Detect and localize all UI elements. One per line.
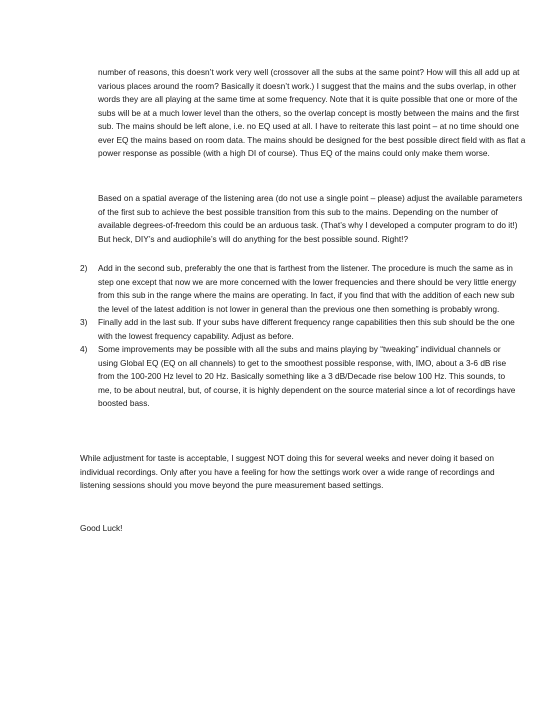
step-number: 2) [80,263,88,273]
step-text: Add in the second sub, preferably the one that is farthest from the listener. The procedure is much the same as in step one except that now we are more concerned with the lower frequencies and there should be very little energy from this sub in the range where the mains are operating. In fact, if you find that with the addition of each new sub the level of the latest addition is not lower in general than the previous one then something is probably wrong. [98,263,517,314]
intro-paragraph-block [98,66,530,161]
list-item-step-3 [80,316,520,343]
step-text: Some improvements may be possible with all the subs and mains playing by “tweaking” individual channels or using Global EQ (EQ on all channels) to get to the smoothest possible response, with, IMO, about a 3-6 dB rise from the 100-200 Hz level to 20 Hz. Basically something like a 3 dB/Decade rise below 100 Hz. This sounds, to me, to be about neutral, but, of course, it is highly dependent on the source material since a lot of recordings have boosted bass. [98,344,516,408]
spatial-paragraph: Based on a spatial average of the listening area (do not use a single point – please) adjust the available parameters of the first sub to achieve the best possible transition from this sub to the mains. Depending on the number of available degrees-of-freedom this could be an arduous task. (That’s why I developed a computer program to do it!) But heck, DIY’s and audiophile’s will do anything for the best possible sound. Right!? [98,193,523,244]
sign-off: Good Luck! [80,523,123,533]
step-text: Finally add in the last sub. If your subs have different frequency range capabilities then this sub should be the one with the lowest frequency capability. Adjust as before. [98,317,515,341]
closing-paragraph: While adjustment for taste is acceptable, I suggest NOT doing this for several weeks and never doing it based on individual recordings. Only after you have a feeling for how the settings work over a wide range of recordings and listening sessions should you move beyond the pure measurement based settings. [80,453,495,490]
steps-list [80,262,520,411]
step-number: 3) [80,317,88,327]
list-item-step-2 [80,262,520,316]
step-number: 4) [80,344,88,354]
intro-paragraph: number of reasons, this doesn’t work very well (crossover all the subs at the same point? How will this all add up at various places around the room? Basically it doesn’t work.) I suggest that the mains and the subs overlap, in other words they are all playing at the same time at some frequency. Note that it is quite possible that one or more of the subs will be at a much lower level than the others, so the overlap concept is mostly between the mains and the first sub. The mains should be left alone, i.e. no EQ used at all. I have to reiterate this last point – at no time should one ever EQ the mains based on room data. The mains should be designed for the best possible direct field with as flat a power response as possible (with a high DI of course). Thus EQ of the mains could only make them worse. [98,67,526,158]
list-item-step-4 [80,343,520,411]
spatial-paragraph-block [98,192,530,246]
